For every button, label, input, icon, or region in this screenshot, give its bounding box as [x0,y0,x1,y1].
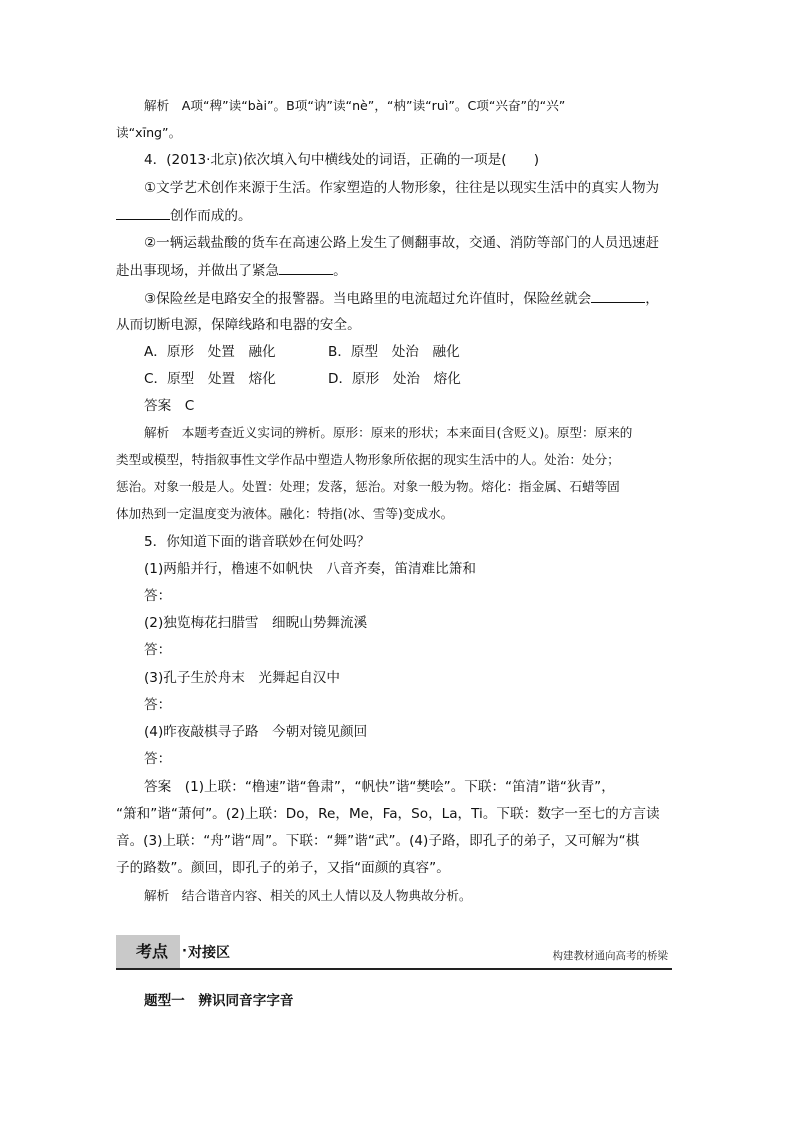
question-4-sentence-1-line-1: ①文学艺术创作来源于生活。作家塑造的人物形象，往往是以现实生活中的真实人物为 [144,180,660,196]
section-banner-dot: · [182,944,187,959]
option-d: D．原形 处治 熔化 [328,371,461,387]
answer-5-line-2: “箫和”谐“萧何”。(2)上联：Do，Re，Me，Fa，So，La，Ti。下联：数字一至七的方言读 [116,806,660,822]
question-type-heading: 题型一 辨识同音字字音 [144,993,294,1009]
option-a: A．原形 处置 融化 [144,344,276,360]
fill-blank-3 [591,288,645,303]
section-banner-slogan: 构建教材通向高考的桥梁 [552,950,668,962]
explanation-4-line-3: 惩治。对象一般是人。处置：处理；发落，惩治。对象一般为物。熔化：指金属、石蜡等固 [116,479,620,494]
question-4-sentence-3-line-1 [144,288,659,309]
question-4-sentence-3-line-2: 从而切断电源，保障线路和电器的安全。 [116,317,361,333]
explanation-5: 解析 结合谐音内容、相关的风土人情以及人物典故分析。 [144,888,472,903]
sentence-3-head: ③保险丝是电路安全的报警器。当电路里的电流超过允许值时，保险丝就会 [144,291,592,307]
sentence-2-tail: 。 [333,263,347,279]
answer-5-line-3: 音。(3)上联：“舟”谐“周”。下联：“舞”谐“武”。(4)子路，即孔子的弟子，又可解为“棋 [116,833,640,849]
fill-blank-2 [279,260,333,275]
explanation-3-line-2: 读“xīng”。 [116,125,182,140]
option-c: C．原型 处置 熔化 [144,371,276,387]
section-banner [116,935,672,969]
sentence-3-comma: ， [645,291,659,307]
section-banner-title: 对接区 [188,945,230,961]
answer-prompt-2: 答： [144,642,172,658]
answer-prompt-4: 答： [144,751,172,767]
sentence-1-tail: 创作而成的。 [170,208,252,224]
answer-prompt-1: 答： [144,588,172,604]
explanation-3-line-1: 解析 A项“稗”读“bài”。B项“讷”读“nè”，“枘”读“ruì”。C项“兴奋”的“兴” [144,98,566,113]
couplet-1: (1)两船并行，橹速不如帆快 八音齐奏，笛清难比箫和 [144,561,476,577]
sentence-2-head: 赴出事现场，并做出了紧急 [116,263,280,279]
section-banner-label: 考点 [136,942,169,961]
answer-5-line-4: 子的路数”。颜回，即孔子的弟子，又指“面颜的真容”。 [116,860,450,876]
section-banner-rule [116,968,672,970]
explanation-4-line-2: 类型或模型，特指叙事性文学作品中塑造人物形象所依据的现实生活中的人。处治：处分； [116,452,620,467]
couplet-4: (4)昨夜敲棋寻子路 今朝对镜见颜回 [144,724,368,740]
question-4-sentence-1-line-2 [116,205,252,226]
option-b: B．原型 处治 融化 [328,344,460,360]
fill-blank-1 [116,205,170,220]
question-4-sentence-2-line-2 [116,260,347,281]
couplet-2: (2)独览梅花扫腊雪 细睨山势舞流溪 [144,615,368,631]
answer-prompt-3: 答： [144,697,172,713]
question-5-stem: 5．你知道下面的谐音联妙在何处吗？ [144,534,371,550]
answer-4: 答案 C [144,398,195,414]
answer-5-line-1: 答案 (1)上联：“橹速”谐“鲁肃”，“帆快”谐“樊哙”。下联：“笛清”谐“狄青”， [144,779,615,795]
explanation-4-line-4: 体加热到一定温度变为液体。融化：特指(冰、雪等)变成水。 [116,506,454,521]
question-4-sentence-2-line-1: ②一辆运载盐酸的货车在高速公路上发生了侧翻事故，交通、消防等部门的人员迅速赶 [144,235,660,251]
question-4-stem: 4．(2013·北京)依次填入句中横线处的词语，正确的一项是( ) [144,152,540,168]
explanation-4-line-1: 解析 本题考查近义实词的辨析。原形：原来的形状；本来面目(含贬义)。原型：原来的 [144,425,633,440]
couplet-3: (3)孔子生於舟末 光舞起自汉中 [144,670,340,686]
